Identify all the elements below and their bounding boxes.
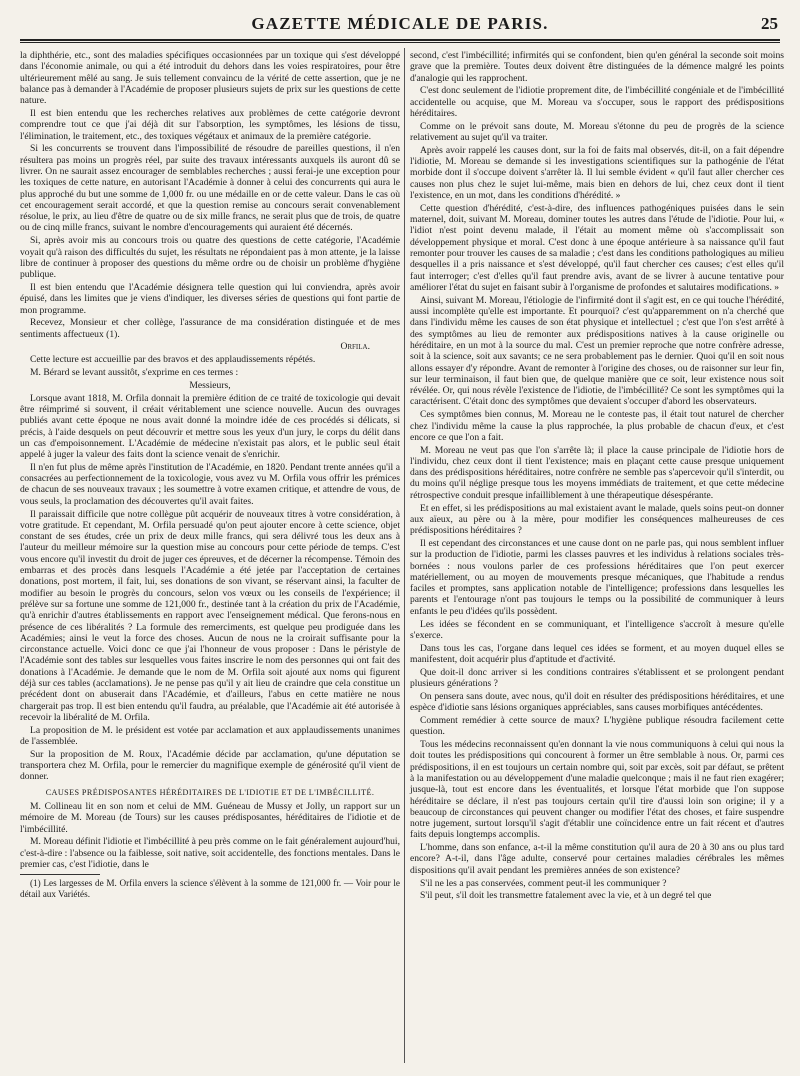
header-rule-thin — [20, 42, 780, 43]
paragraph: Il est bien entendu que les recherches relatives aux problèmes de cette catégorie devront comprendre tout ce que j'ai déjà dit sur l'absorption, les symptômes, les lésions de tissu, l'élimination, le traitement, etc., des toxiques végétaux et animaux de la première catégorie. — [20, 107, 400, 142]
footnote: (1) Les largesses de M. Orfila envers la science s'élèvent à la somme de 121,000 fr. — Voir pour le détail aux Variétés. — [20, 878, 400, 900]
page-header — [20, 14, 780, 40]
paragraph: M. Moreau ne veut pas que l'on s'arrête là; il place la cause principale de l'idiotie hors de l'individu, chez ceux dont il tient l'existence; mais en plaçant cette cause presque uniquement dans des prédispositions héréditaires, notre confrère ne semble pas s'apercevoir qu'il s'interdit, ou du moins qu'il néglige presque tous les moyens immédiats de traitement, et que cette médecine rétrospective conduit presque infailliblement à une thérapeutique désespérante. — [410, 444, 784, 501]
paragraph: M. Moreau définit l'idiotie et l'imbécillité à peu près comme on le fait généralement aujourd'hui, c'est-à-dire : l'absence ou la faiblesse, soit native, soit accidentelle, des fonctions mentales. Dans le premier cas, c'est l'idiotie, dans le — [20, 836, 400, 870]
paragraph: Il paraissait difficile que notre collègue pût acquérir de nouveaux titres à votre considération, à votre gratitude. Et cependant, M. Orfila persuadé qu'on peut ajouter encore à cette science, objet constant de ses études, crée un prix de deux mille francs, qui sera délivré tous les deux ans à l'auteur du meilleur mémoire sur la question mise au concours pour cette période de temps. C'est vous encore qu'il investit du droit de juger ces épreuves, et de décerner la récompense. Témoin des embarras et des procès dans lesquels l'Académie a été jetée par l'acceptation de certaines donations, post mortem, il fait, lui, ses donations de son vivant, se réservant ainsi, la faculter de modifier au besoin le progrès du concours, selon vos vœux ou les conseils de l'expérience; il prélève sur sa fortune une somme de 121,000 fr., destinée tant à la création du prix de l'Académie, qu'à enrichir d'autres établissements en rapport avec l'enseignement médical. Que ferons-nous en présence de ces libéralités ? La formule des remerciments, est quelque peu prodiguée dans les Académies; ainsi le veut la force des choses. Aucun de nous ne la croirait suffisante pour la circonstance actuelle. Voici donc ce que j'ai l'honneur de vous proposer : Dans le péristyle de l'Académie sont des tables sur lesquelles vous faites inscrire le nom des personnes qui ont fait des donations à l'Académie. Je demande que le nom de M. Orfila soit ajouté aux noms qui figurent déjà sur ces tables (acclamations). Je ne pense pas qu'il y ait lieu de craindre que cela constitue un précédent dont on abuserait dans l'Académie, et d'ailleurs, l'abus en cette matière ne nous chargerait pas trop. Il est bien entendu qu'il faudra, au préalable, que l'Académie ait été autorisée à recevoir la libéralité de M. Orfila. — [20, 508, 400, 723]
paragraph: C'est donc seulement de l'idiotie proprement dite, de l'imbécillité congéniale et de l'imbécillité accidentelle ou acquise, que M. Moreau va s'occuper, sous le rapport des prédispositions héréditaires. — [410, 85, 784, 119]
paragraph: Dans tous les cas, l'organe dans lequel ces idées se forment, et au moyen duquel elles se manifestent, doit acquérir plus d'aptitude et d'activité. — [410, 642, 784, 665]
paragraph: la diphthérie, etc., sont des maladies spécifiques occasionnées par un toxique qui s'est développé dans l'économie animale, ou qui a été introduit du dehors dans les voies respiratoires, pour être ultérieurement mêlé au sang. Je suis tellement convaincu de la vérité de cette assertion, que je ne balance pas à demander à l'Académie de proposer plusieurs sujets de prix sur les questions de cette nature. — [20, 50, 400, 107]
paragraph: Sur la proposition de M. Roux, l'Académie décide par acclamation, qu'une députation se transportera chez M. Orfila, pour le remercier du magnifique exemple de générosité qu'il vient de donner. — [20, 748, 400, 783]
header-rule — [20, 39, 780, 41]
paragraph: Ces symptômes bien connus, M. Moreau ne le conteste pas, il était tout naturel de chercher chez l'individu même la cause la plus rapprochée, la plus probable de chacun d'eux, et c'est encore ce que l'on a fait. — [410, 409, 784, 443]
paragraph: On pensera sans doute, avec nous, qu'il doit en résulter des prédispositions héréditaires, et une espèce d'idiotie sans lésions organiques appréciables, sans causes morbifiques antécédentes. — [410, 690, 784, 714]
paragraph: M. Bérard se levant aussitôt, s'exprime en ces termes : — [30, 367, 239, 379]
paragraph: L'homme, dans son enfance, a-t-il la même constitution qu'il aura de 20 à 30 ans ou plus tard encore? A-t-il, dans l'âge adulte, conservé pour certaines maladies cérébrales les mêmes dispositions qu'il avait pendant les premières années de son existence? — [410, 842, 784, 876]
paragraph: Tous les médecins reconnaissent qu'en donnant la vie nous communiquons à celui qui nous la doit toutes les prédispositions qui concourent à former un être semblable à nous. Or, parmi ces prédispositions, il en est toujours un certain nombre qui, soit par excès, soit par défaut, se prêtent à la manifestation ou au développement d'une maladie quelconque ; mais il ne faut rien exagérer; jusque-là, tout est encore dans les éventualités, et lorsque l'état morbide que l'on suppose héréditaire se déclare, il n'est pas toujours certain qu'il tire d'aussi loin son origine; il y a beaucoup de circonstances qui peuvent changer ou modifier l'état des choses, et faire suspendre notre jugement, surtout lorsqu'il s'agit d'établir une coïncidence entre un fait récent et d'autres faits depuis longtemps accomplis. — [410, 739, 784, 841]
signature: Orfila. — [340, 341, 370, 353]
salutation: Messieurs, — [189, 379, 231, 391]
paragraph: Ainsi, suivant M. Moreau, l'étiologie de l'infirmité dont il s'agit est, en ce qui touche l'hérédité, aussi incomplète qu'elle est importante. Et pourquoi? c'est qu'apparemment on n'a cherché que dans l'individu même les causes de son état physique et intellectuel ; c'est que l'on s'est arrêté à des symptômes au lieu de remonter aux prédispositions natives à la cause originelle ou héréditaire, en un mot à la source du mal. C'est un premier reproche que notre confrère adresse, soit à la science, soit aux savants; ce ne sera probablement pas le dernier. Quoi qu'il en soit nous allons essayer d'y répondre. Avant de remonter à l'origine des choses, ou de raisonner sur leur fin, sur leur terminaison, il faut bien que, de quelque manière que ce soit, leur existence nous soit révélée. Or, qui nous révèle l'existence de l'idiotie, de l'imbécillité? Ce sont les symptômes qui la caractérisent. C'était donc des symptômes que devaient s'occuper d'abord les observateurs. — [410, 294, 784, 408]
journal-title: GAZETTE MÉDICALE DE PARIS. — [251, 14, 549, 33]
page-number: 25 — [761, 14, 778, 33]
paragraph: Il est cependant des circonstances et une cause dont on ne parle pas, qui nous semblent influer sur la production de l'idiotie, parmi les classes pauvres et les individus à relations sociales très-bornées : nous voulons parler de ces professions héréditaires que l'on peut exercer matériellement, ou au moyen de mouvements presque mécaniques, que l'habitude a rendus faciles et promptes, sans application notable de l'intelligence; professions dans lesquelles les parents et l'entourage n'ont pas toujours le temps ou la possibilité de communiquer à leurs enfants le peu d'idées qu'ils possèdent. — [410, 537, 784, 617]
paragraph: Il est bien entendu que l'Académie désignera telle question qui lui conviendra, après avoir épuisé, dans les limites que je viens d'indiquer, les diverses séries de questions qui font partie de mon programme. — [20, 281, 400, 316]
paragraph: Si les concurrents se trouvent dans l'impossibilité de résoudre de pareilles questions, il n'en résultera pas moins un progrès réel, par suite des travaux intéressants auxquels ils auront dû se livrer. On ne saurait assez encourager de semblables recherches ; aussi ferai-je une exception pour les toxiques de cette nature, en autorisant l'Académie à donner à celui des concurrents qui aura le plus approché du but une somme de 1,000 fr. ou une médaille en or de cette valeur. Dans le cas où cet encouragement serait accordé, et que la question remise au concours serait convenablement résolue, le prix, au lieu d'être de quatre ou de six mille francs, ne serait plus que de trois, de quatre ou de cinq mille francs, suivant le nombre d'encouragements qui auraient été décernés. — [20, 143, 400, 234]
paragraph: S'il peut, s'il doit les transmettre fatalement avec la vie, et à un degré tel que — [420, 890, 712, 902]
paragraph: Cette question d'hérédité, c'est-à-dire, des influences pathogéniques puisées dans le sein maternel, doit, suivant M. Moreau, dominer toutes les autres dans l'étude de l'idiotie. Pour lui, « l'idiot n'est point devenu malade, il l'était au moment même où s'accomplissait son développement physique et moral. C'est donc à une époque antérieure à sa naissance qu'il faut remonter pour trouver les causes de sa maladie ; c'est dans les conditions pathologiques au milieu desquelles il a pris naissance et s'est développé, qu'il faut chercher ces causes; c'est elles qu'il faut interroger; c'est d'elles qu'il faut prendre avis, avant de se livrer à aucune tentative pour améliorer l'état du sujet en faisant subir à l'organisme de profondes et salutaires modifications. » — [410, 202, 784, 293]
left-column — [20, 50, 400, 901]
right-column — [410, 50, 784, 903]
paragraph: S'il ne les a pas conservées, comment peut-il les communiquer ? — [420, 877, 667, 889]
paragraph: Que doit-il donc arriver si les conditions contraires s'établissent et se prolongent pendant plusieurs générations ? — [410, 666, 784, 690]
paragraph: Cette lecture est accueillie par des bravos et des applaudissements répétés. — [30, 354, 316, 366]
section-heading: CAUSES PRÉDISPOSANTES HÉRÉDITAIRES DE L'IDIOTIE ET DE L'IMBÉCILLITÉ. — [45, 787, 375, 797]
paragraph: Il n'en fut plus de même après l'institution de l'Académie, en 1820. Pendant trente années qu'il a consacrées au perfectionnement de la toxicologie, vous avez vu M. Orfila vous offrir les prémices de chacun de ses nouveaux travaux ; les soumettre à votre examen critique, et attendre de vous, de vous seuls, la proclamation des découvertes qu'il avait faites. — [20, 461, 400, 507]
paragraph: Lorsque avant 1818, M. Orfila donnait la première édition de ce traité de toxicologie qui devait être réimprimé si souvent, il créait véritablement une science nouvelle. Aucun des ouvrages publiés avant cette époque ne nous avait donné la moindre idée de ces procédés si délicats, si précis, à l'aide desquels on peut découvrir et mettre sous les yeux d'un jury, le corps du délit dans un cas d'empoisonnement. L'Académie de médecine n'existait pas alors, et le public seul était appelé à juger la valeur des faits dont la science venait de s'enrichir. — [20, 392, 400, 461]
paragraph: Si, après avoir mis au concours trois ou quatre des questions de cette catégorie, l'Académie voyait qu'à raison des difficultés du sujet, les résultats ne répondaient pas à mon attente, je la laisse libre de continuer à proposer des questions du même ordre ou de choisir un problème d'hygiène publique. — [20, 235, 400, 281]
paragraph: Les idées se fécondent en se communiquant, et l'intelligence s'accroît à mesure qu'elle s'exerce. — [410, 618, 784, 641]
paragraph: Comment remédier à cette source de maux? L'hygiène publique résoudra facilement cette question. — [410, 714, 784, 738]
paragraph: M. Collineau lit en son nom et celui de MM. Guéneau de Mussy et Jolly, un rapport sur un mémoire de M. Moreau (de Tours) sur les causes prédisposantes, héréditaires de l'idiotie et de l'imbécillité. — [20, 801, 400, 835]
paragraph: Recevez, Monsieur et cher collège, l'assurance de ma considération distinguée et de mes sentiments affectueux (1). — [20, 317, 400, 340]
paragraph: second, c'est l'imbécillité; infirmités qui se confondent, bien qu'en général la seconde soit moins grave que la première. Toutes deux doivent être distinguées de la démence malgré les points d'analogie qui les rapprochent. — [410, 50, 784, 84]
footnote-rule — [20, 874, 100, 875]
paragraph: Et en effet, si les prédispositions au mal existaient avant le malade, quels soins peut-on donner aux aïeux, au père ou à la mère, pour modifier les conséquences malheureuses de ces prédispositions héréditaires ? — [410, 502, 784, 537]
paragraph: Après avoir rappelé les causes dont, sur la foi de faits mal observés, dit-il, on a fait dépendre l'idiotie, M. Moreau se demande si les investigations scientifiques sur la pathogénie de l'état morbide dont il s'occupe doivent s'arrêter là. Il lui semble évident « qu'il faut aller chercher ces causes non plus chez le sujet lui-même, mais bien en dehors de lui, chez ceux dont il tient l'existence, en un mot, dans les conditions d'hérédité. » — [410, 144, 784, 202]
paragraph: La proposition de M. le président est votée par acclamation et aux applaudissements unanimes de l'assemblée. — [20, 724, 400, 748]
column-divider — [404, 48, 405, 1063]
paragraph: Comme on le prévoit sans doute, M. Moreau s'étonne du peu de progrès de la science relativement au sujet qu'il va traiter. — [410, 120, 784, 144]
